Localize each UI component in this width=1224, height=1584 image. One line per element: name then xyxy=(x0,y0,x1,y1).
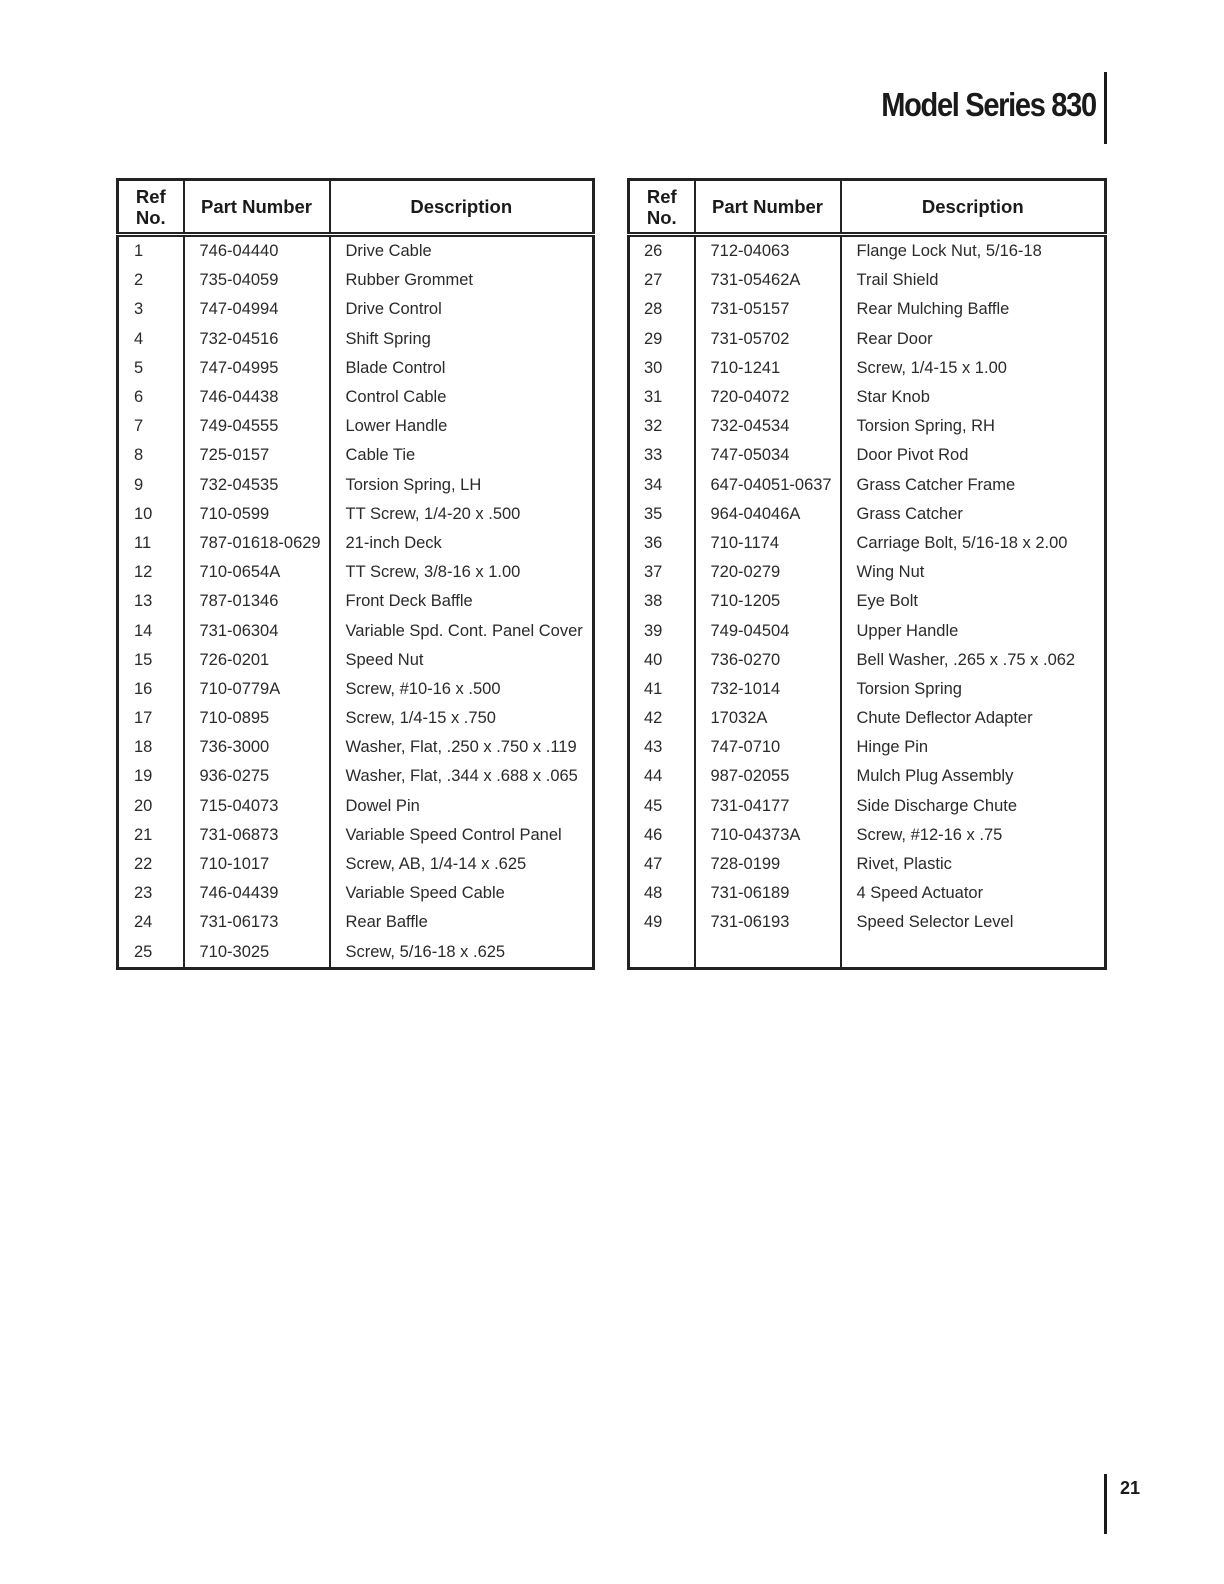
description-cell: Grass Catcher xyxy=(841,500,1106,529)
ref-no-cell: 10 xyxy=(118,500,184,529)
ref-no-cell: 23 xyxy=(118,879,184,908)
empty-row xyxy=(629,938,1106,969)
description-cell: Rubber Grommet xyxy=(330,266,594,295)
table-row xyxy=(629,587,1106,616)
table-row xyxy=(118,616,594,645)
description-cell: Upper Handle xyxy=(841,616,1106,645)
ref-no-cell: 44 xyxy=(629,762,695,791)
ref-no-cell: 12 xyxy=(118,558,184,587)
part-number-cell: 710-1174 xyxy=(695,529,841,558)
ref-no-cell: 15 xyxy=(118,646,184,675)
part-number-cell: 732-04516 xyxy=(184,325,330,354)
part-number-cell: 787-01618-0629 xyxy=(184,529,330,558)
title-divider xyxy=(1104,72,1107,144)
ref-no-cell: 35 xyxy=(629,500,695,529)
part-number-cell: 732-1014 xyxy=(695,675,841,704)
part-number-cell: 746-04440 xyxy=(184,235,330,267)
page-title: Model Series 830 xyxy=(881,86,1096,123)
ref-no-cell: 28 xyxy=(629,295,695,324)
ref-no-cell: 49 xyxy=(629,908,695,937)
description-cell: Speed Nut xyxy=(330,646,594,675)
description-cell: Dowel Pin xyxy=(330,792,594,821)
ref-no-cell: 30 xyxy=(629,354,695,383)
description-cell: Door Pivot Rod xyxy=(841,441,1106,470)
description-cell: Side Discharge Chute xyxy=(841,792,1106,821)
table-row xyxy=(118,441,594,470)
description-header: Description xyxy=(841,180,1106,235)
ref-no-cell: 41 xyxy=(629,675,695,704)
description-cell: Drive Control xyxy=(330,295,594,324)
description-cell: Torsion Spring xyxy=(841,675,1106,704)
ref-no-cell: 20 xyxy=(118,792,184,821)
ref-no-cell: 11 xyxy=(118,529,184,558)
table-row xyxy=(629,675,1106,704)
table-row xyxy=(118,325,594,354)
parts-table-left xyxy=(116,178,595,970)
part-number-cell: 17032A xyxy=(695,704,841,733)
part-number-cell: 736-3000 xyxy=(184,733,330,762)
description-cell: Grass Catcher Frame xyxy=(841,471,1106,500)
table-row xyxy=(118,587,594,616)
table-row xyxy=(629,441,1106,470)
description-cell: Star Knob xyxy=(841,383,1106,412)
description-cell: Screw, AB, 1/4-14 x .625 xyxy=(330,850,594,879)
description-cell: Washer, Flat, .250 x .750 x .119 xyxy=(330,733,594,762)
ref-no-cell: 26 xyxy=(629,235,695,267)
ref-no-cell: 3 xyxy=(118,295,184,324)
description-cell: Drive Cable xyxy=(330,235,594,267)
description-cell: Washer, Flat, .344 x .688 x .065 xyxy=(330,762,594,791)
part-number-header: Part Number xyxy=(695,180,841,235)
ref-no-cell: 27 xyxy=(629,266,695,295)
table-row xyxy=(118,383,594,412)
ref-no-cell: 40 xyxy=(629,646,695,675)
part-number-cell: 747-05034 xyxy=(695,441,841,470)
part-number-cell: 710-1205 xyxy=(695,587,841,616)
table-header-row xyxy=(118,180,594,235)
table-row xyxy=(118,792,594,821)
description-cell: Cable Tie xyxy=(330,441,594,470)
description-cell: Hinge Pin xyxy=(841,733,1106,762)
table-row xyxy=(118,821,594,850)
description-cell: Screw, 1/4-15 x 1.00 xyxy=(841,354,1106,383)
part-number-cell: 735-04059 xyxy=(184,266,330,295)
table-row xyxy=(629,266,1106,295)
table-row xyxy=(629,235,1106,267)
part-number-cell: 732-04534 xyxy=(695,412,841,441)
ref-no-cell: 1 xyxy=(118,235,184,267)
part-number-cell: 731-06189 xyxy=(695,879,841,908)
description-cell: Bell Washer, .265 x .75 x .062 xyxy=(841,646,1106,675)
part-number-cell: 710-04373A xyxy=(695,821,841,850)
part-number-cell: 731-06304 xyxy=(184,616,330,645)
ref-no-cell: 36 xyxy=(629,529,695,558)
table-row xyxy=(629,325,1106,354)
ref-no-cell: 22 xyxy=(118,850,184,879)
part-number-cell: 747-04994 xyxy=(184,295,330,324)
description-cell: Variable Spd. Cont. Panel Cover xyxy=(330,616,594,645)
part-number-cell: 731-06193 xyxy=(695,908,841,937)
ref-no-cell: 21 xyxy=(118,821,184,850)
table-row xyxy=(629,879,1106,908)
description-cell: Flange Lock Nut, 5/16-18 xyxy=(841,235,1106,267)
ref-no-cell: 38 xyxy=(629,587,695,616)
ref-no-header: Ref No. xyxy=(629,180,695,235)
part-number-cell: 710-0654A xyxy=(184,558,330,587)
table-row xyxy=(629,850,1106,879)
ref-no-cell: 42 xyxy=(629,704,695,733)
ref-no-cell: 4 xyxy=(118,325,184,354)
table-row xyxy=(118,500,594,529)
table-row xyxy=(118,646,594,675)
description-cell: Screw, 5/16-18 x .625 xyxy=(330,938,594,969)
part-number-cell: 710-1241 xyxy=(695,354,841,383)
table-row xyxy=(118,558,594,587)
part-number-cell: 987-02055 xyxy=(695,762,841,791)
ref-no-cell: 17 xyxy=(118,704,184,733)
table-row xyxy=(118,675,594,704)
description-cell: TT Screw, 3/8-16 x 1.00 xyxy=(330,558,594,587)
description-cell: Lower Handle xyxy=(330,412,594,441)
table-row xyxy=(629,295,1106,324)
table-row xyxy=(118,704,594,733)
ref-no-cell: 34 xyxy=(629,471,695,500)
table-row xyxy=(629,821,1106,850)
part-number-cell: 647-04051-0637 xyxy=(695,471,841,500)
ref-no-cell: 9 xyxy=(118,471,184,500)
ref-no-cell: 47 xyxy=(629,850,695,879)
ref-no-cell: 6 xyxy=(118,383,184,412)
part-number-cell: 731-05702 xyxy=(695,325,841,354)
ref-no-cell: 8 xyxy=(118,441,184,470)
ref-no-cell: 2 xyxy=(118,266,184,295)
part-number-cell: 720-04072 xyxy=(695,383,841,412)
part-number-cell: 728-0199 xyxy=(695,850,841,879)
ref-no-cell: 16 xyxy=(118,675,184,704)
description-cell: Shift Spring xyxy=(330,325,594,354)
table-row xyxy=(629,762,1106,791)
part-number-cell: 710-0779A xyxy=(184,675,330,704)
table-row xyxy=(629,908,1106,937)
description-cell: Wing Nut xyxy=(841,558,1106,587)
part-number-cell: 747-04995 xyxy=(184,354,330,383)
table-row xyxy=(629,704,1106,733)
description-cell: Trail Shield xyxy=(841,266,1106,295)
description-cell: Variable Speed Control Panel xyxy=(330,821,594,850)
description-header: Description xyxy=(330,180,594,235)
ref-no-cell: 29 xyxy=(629,325,695,354)
ref-no-cell: 39 xyxy=(629,616,695,645)
part-number-cell: 731-04177 xyxy=(695,792,841,821)
part-number-cell: 787-01346 xyxy=(184,587,330,616)
description-cell: Rivet, Plastic xyxy=(841,850,1106,879)
table-row xyxy=(118,762,594,791)
ref-no-cell: 48 xyxy=(629,879,695,908)
part-number-cell: 715-04073 xyxy=(184,792,330,821)
ref-no-header: Ref No. xyxy=(118,180,184,235)
table-row xyxy=(629,733,1106,762)
table-row xyxy=(118,879,594,908)
ref-no-cell: 46 xyxy=(629,821,695,850)
description-cell: Eye Bolt xyxy=(841,587,1106,616)
table-row xyxy=(629,616,1106,645)
description-cell: Blade Control xyxy=(330,354,594,383)
description-cell: Screw, #10-16 x .500 xyxy=(330,675,594,704)
table-row xyxy=(629,558,1106,587)
part-number-cell: 726-0201 xyxy=(184,646,330,675)
description-cell: Screw, 1/4-15 x .750 xyxy=(330,704,594,733)
part-number-cell: 731-05462A xyxy=(695,266,841,295)
description-cell: Control Cable xyxy=(330,383,594,412)
table-row xyxy=(629,500,1106,529)
ref-no-cell: 5 xyxy=(118,354,184,383)
part-number-cell: 720-0279 xyxy=(695,558,841,587)
description-cell: Rear Baffle xyxy=(330,908,594,937)
table-header-row xyxy=(629,180,1106,235)
ref-no-cell: 37 xyxy=(629,558,695,587)
ref-no-cell: 25 xyxy=(118,938,184,969)
table-row xyxy=(118,850,594,879)
ref-no-cell: 19 xyxy=(118,762,184,791)
description-cell: Carriage Bolt, 5/16-18 x 2.00 xyxy=(841,529,1106,558)
part-number-cell: 731-05157 xyxy=(695,295,841,324)
part-number-cell: 732-04535 xyxy=(184,471,330,500)
part-number-cell: 936-0275 xyxy=(184,762,330,791)
part-number-cell: 710-3025 xyxy=(184,938,330,969)
table-row xyxy=(118,412,594,441)
page-number-divider xyxy=(1104,1474,1107,1534)
table-row xyxy=(629,354,1106,383)
ref-no-cell: 43 xyxy=(629,733,695,762)
description-cell: 21-inch Deck xyxy=(330,529,594,558)
part-number-cell: 749-04555 xyxy=(184,412,330,441)
parts-table-right xyxy=(627,178,1107,970)
page-number: 21 xyxy=(1120,1478,1141,1498)
table-row xyxy=(118,938,594,969)
ref-no-cell: 13 xyxy=(118,587,184,616)
table-row xyxy=(629,529,1106,558)
description-cell: Rear Door xyxy=(841,325,1106,354)
description-cell: Torsion Spring, RH xyxy=(841,412,1106,441)
table-row xyxy=(629,646,1106,675)
table-row xyxy=(629,383,1106,412)
ref-no-cell: 7 xyxy=(118,412,184,441)
part-number-cell: 749-04504 xyxy=(695,616,841,645)
description-cell: Screw, #12-16 x .75 xyxy=(841,821,1106,850)
part-number-cell: 747-0710 xyxy=(695,733,841,762)
part-number-cell: 731-06173 xyxy=(184,908,330,937)
table-row xyxy=(629,792,1106,821)
part-number-cell: 725-0157 xyxy=(184,441,330,470)
ref-no-cell: 24 xyxy=(118,908,184,937)
ref-no-cell: 18 xyxy=(118,733,184,762)
table-row xyxy=(118,529,594,558)
ref-no-cell: 45 xyxy=(629,792,695,821)
part-number-cell: 736-0270 xyxy=(695,646,841,675)
description-cell: Chute Deflector Adapter xyxy=(841,704,1106,733)
part-number-cell: 710-0895 xyxy=(184,704,330,733)
part-number-cell: 746-04439 xyxy=(184,879,330,908)
table-row xyxy=(118,908,594,937)
part-number-cell: 710-0599 xyxy=(184,500,330,529)
table-row xyxy=(118,471,594,500)
part-number-cell: 964-04046A xyxy=(695,500,841,529)
part-number-header: Part Number xyxy=(184,180,330,235)
part-number-cell: 731-06873 xyxy=(184,821,330,850)
table-row xyxy=(629,412,1106,441)
description-cell: Speed Selector Level xyxy=(841,908,1106,937)
part-number-cell: 746-04438 xyxy=(184,383,330,412)
part-number-cell: 712-04063 xyxy=(695,235,841,267)
ref-no-cell: 31 xyxy=(629,383,695,412)
description-cell: Variable Speed Cable xyxy=(330,879,594,908)
table-row xyxy=(118,266,594,295)
table-row xyxy=(118,295,594,324)
description-cell: Front Deck Baffle xyxy=(330,587,594,616)
ref-no-cell: 32 xyxy=(629,412,695,441)
ref-no-cell: 14 xyxy=(118,616,184,645)
description-cell: Torsion Spring, LH xyxy=(330,471,594,500)
description-cell: TT Screw, 1/4-20 x .500 xyxy=(330,500,594,529)
description-cell: 4 Speed Actuator xyxy=(841,879,1106,908)
table-row xyxy=(118,733,594,762)
table-row xyxy=(118,354,594,383)
table-row xyxy=(629,471,1106,500)
description-cell: Rear Mulching Baffle xyxy=(841,295,1106,324)
part-number-cell: 710-1017 xyxy=(184,850,330,879)
table-row xyxy=(118,235,594,267)
description-cell: Mulch Plug Assembly xyxy=(841,762,1106,791)
ref-no-cell: 33 xyxy=(629,441,695,470)
